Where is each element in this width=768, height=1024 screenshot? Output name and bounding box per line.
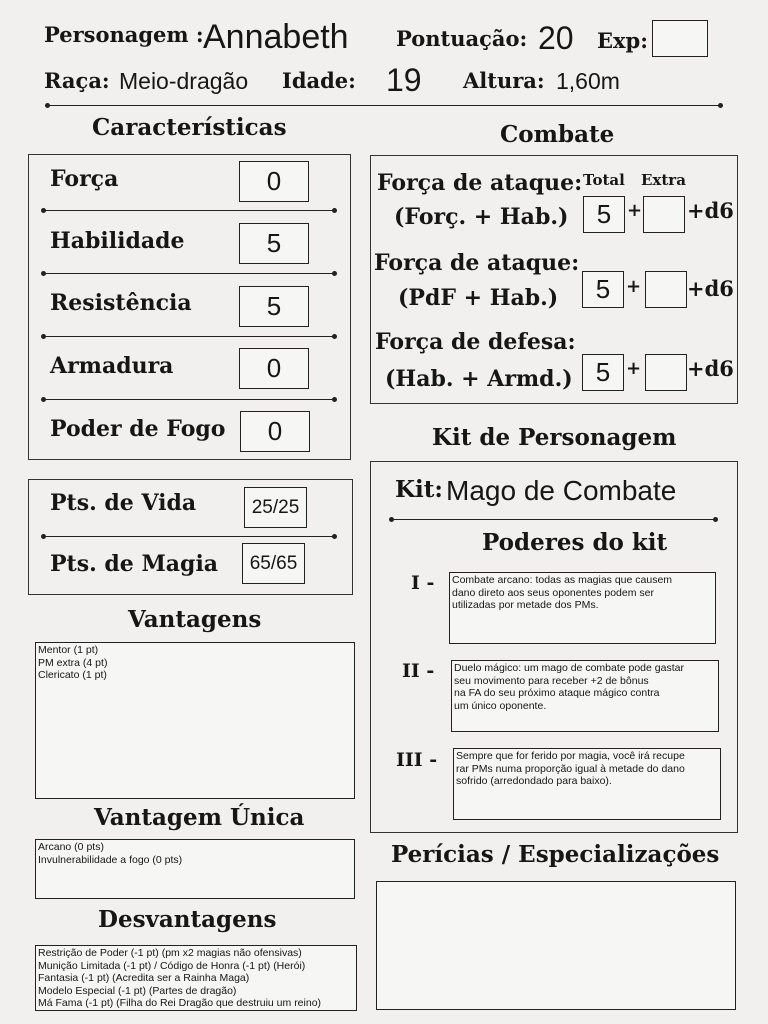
list-item: rar PMs numa proporção igual à metade do dano <box>456 762 685 775</box>
list-item: sofrido (arredondado para baixo). <box>456 775 612 787</box>
personagem-label: Personagem : <box>44 22 204 47</box>
combate-title: Combate <box>500 121 615 148</box>
list-item: Arcano (0 pts) <box>38 841 104 853</box>
plus-sign: + <box>627 200 643 221</box>
exp-input[interactable] <box>652 20 708 57</box>
list-item: seu movimento para receber +2 de bônus <box>454 674 649 687</box>
pts-magia-label: Pts. de Magia <box>50 551 219 577</box>
resistencia-input[interactable]: 5 <box>239 286 309 327</box>
d6-label: +d6 <box>687 276 734 301</box>
pericias-title: Perícias / Especializações <box>391 841 720 868</box>
pontuacao-value[interactable]: 20 <box>538 20 574 56</box>
list-item: Má Fama (-1 pt) (Filha do Rei Dragão que destruiu um reino) <box>38 997 322 1009</box>
idade-label: Idade: <box>282 68 356 93</box>
poder-3-number: III - <box>396 749 438 771</box>
list-item: um único oponente. <box>454 699 547 712</box>
kit-value[interactable]: Mago de Combate <box>446 475 677 506</box>
raca-label: Raça: <box>44 68 110 93</box>
list-item: dano direto aos seus oponentes podem ser <box>452 586 654 599</box>
divider <box>44 399 334 400</box>
fa-forc-extra-input[interactable] <box>643 196 685 233</box>
list-item: Duelo mágico: um mago de combate pode gastar <box>454 662 684 674</box>
fa-pdf-total-input[interactable]: 5 <box>582 271 624 308</box>
poder-1-textarea[interactable] <box>449 572 716 644</box>
vantagem-unica-title: Vantagem Única <box>94 804 305 831</box>
d6-label: +d6 <box>687 356 734 381</box>
list-item: Mentor (1 pt) <box>38 644 99 656</box>
poder-2-textarea[interactable] <box>451 660 719 732</box>
altura-label: Altura: <box>463 68 545 93</box>
vantagens-title: Vantagens <box>128 606 262 633</box>
fa-pdf-extra-input[interactable] <box>645 271 687 308</box>
list-item: Fantasia (-1 pt) (Acredita ser a Rainha Maga) <box>38 972 250 984</box>
forca-defesa-formula: (Hab. + Armd.) <box>385 366 573 392</box>
total-label: Total <box>583 171 625 189</box>
header-divider <box>48 105 720 106</box>
fd-total-input[interactable]: 5 <box>582 354 624 391</box>
list-item: utilizadas por metade dos PMs. <box>452 599 599 611</box>
kit-title: Kit de Personagem <box>432 424 677 451</box>
pts-magia-input[interactable]: 65/65 <box>242 543 305 584</box>
forca-ataque-pdf-formula: (PdF + Hab.) <box>398 285 559 311</box>
habilidade-label: Habilidade <box>50 228 185 254</box>
divider <box>44 210 334 211</box>
forca-ataque-forc-label: Força de ataque: <box>377 170 583 196</box>
personagem-value[interactable]: Annabeth <box>203 18 349 56</box>
kit-label: Kit: <box>395 476 443 503</box>
list-item: Modelo Especial (-1 pt) (Partes de dragão) <box>38 984 237 997</box>
altura-value[interactable]: 1,60m <box>556 68 620 94</box>
poder-2-number: II - <box>402 660 435 682</box>
kit-divider <box>392 519 715 520</box>
forca-defesa-label: Força de defesa: <box>375 329 576 355</box>
plus-sign: + <box>626 358 642 379</box>
pontuacao-label: Pontuação: <box>396 26 528 51</box>
d6-label: +d6 <box>687 198 734 223</box>
fd-extra-input[interactable] <box>645 354 687 391</box>
plus-sign: + <box>626 276 642 297</box>
poder-3-textarea[interactable] <box>453 748 721 820</box>
list-item: PM extra (4 pt) <box>38 656 108 669</box>
vantagens-textarea[interactable] <box>35 642 355 799</box>
exp-label: Exp: <box>597 28 648 53</box>
desvantagens-textarea[interactable] <box>35 945 357 1011</box>
resistencia-label: Resistência <box>50 290 192 316</box>
list-item: na FA do seu próximo ataque mágico contra <box>454 687 660 699</box>
habilidade-input[interactable]: 5 <box>239 223 309 264</box>
divider <box>44 536 334 537</box>
raca-value[interactable]: Meio-dragão <box>119 68 249 94</box>
poder-1-number: I - <box>411 572 435 594</box>
list-item: Invulnerabilidade a fogo (0 pts) <box>38 853 183 866</box>
pts-vida-input[interactable]: 25/25 <box>244 487 307 528</box>
poder-de-fogo-label: Poder de Fogo <box>50 416 226 442</box>
poder-de-fogo-input[interactable]: 0 <box>240 411 310 452</box>
forca-ataque-pdf-label: Força de ataque: <box>374 250 580 276</box>
armadura-label: Armadura <box>50 353 174 379</box>
desvantagens-title: Desvantagens <box>98 906 277 933</box>
pericias-textarea[interactable] <box>376 881 736 1010</box>
fa-forc-total-input[interactable]: 5 <box>583 196 625 233</box>
list-item: Clericato (1 pt) <box>38 669 107 681</box>
vantagem-unica-textarea[interactable] <box>35 839 355 899</box>
pts-vida-label: Pts. de Vida <box>50 490 197 516</box>
list-item: Combate arcano: todas as magias que causem <box>452 574 673 586</box>
forca-ataque-forc-formula: (Forç. + Hab.) <box>394 204 569 230</box>
forca-label: Força <box>50 166 119 192</box>
divider <box>44 273 334 274</box>
list-item: Munição Limitada (-1 pt) / Código de Honra (-1 pt) (Herói) <box>38 959 306 972</box>
forca-input[interactable]: 0 <box>239 161 309 202</box>
idade-value[interactable]: 19 <box>386 62 422 98</box>
list-item: Sempre que for ferido por magia, você irá recupe <box>456 750 685 762</box>
divider <box>44 336 334 337</box>
list-item: Restrição de Poder (-1 pt) (pm x2 magias não ofensivas) <box>38 947 302 959</box>
caracteristicas-title: Características <box>92 114 287 141</box>
poderes-title: Poderes do kit <box>482 529 668 556</box>
extra-label: Extra <box>641 171 686 189</box>
armadura-input[interactable]: 0 <box>239 348 309 389</box>
